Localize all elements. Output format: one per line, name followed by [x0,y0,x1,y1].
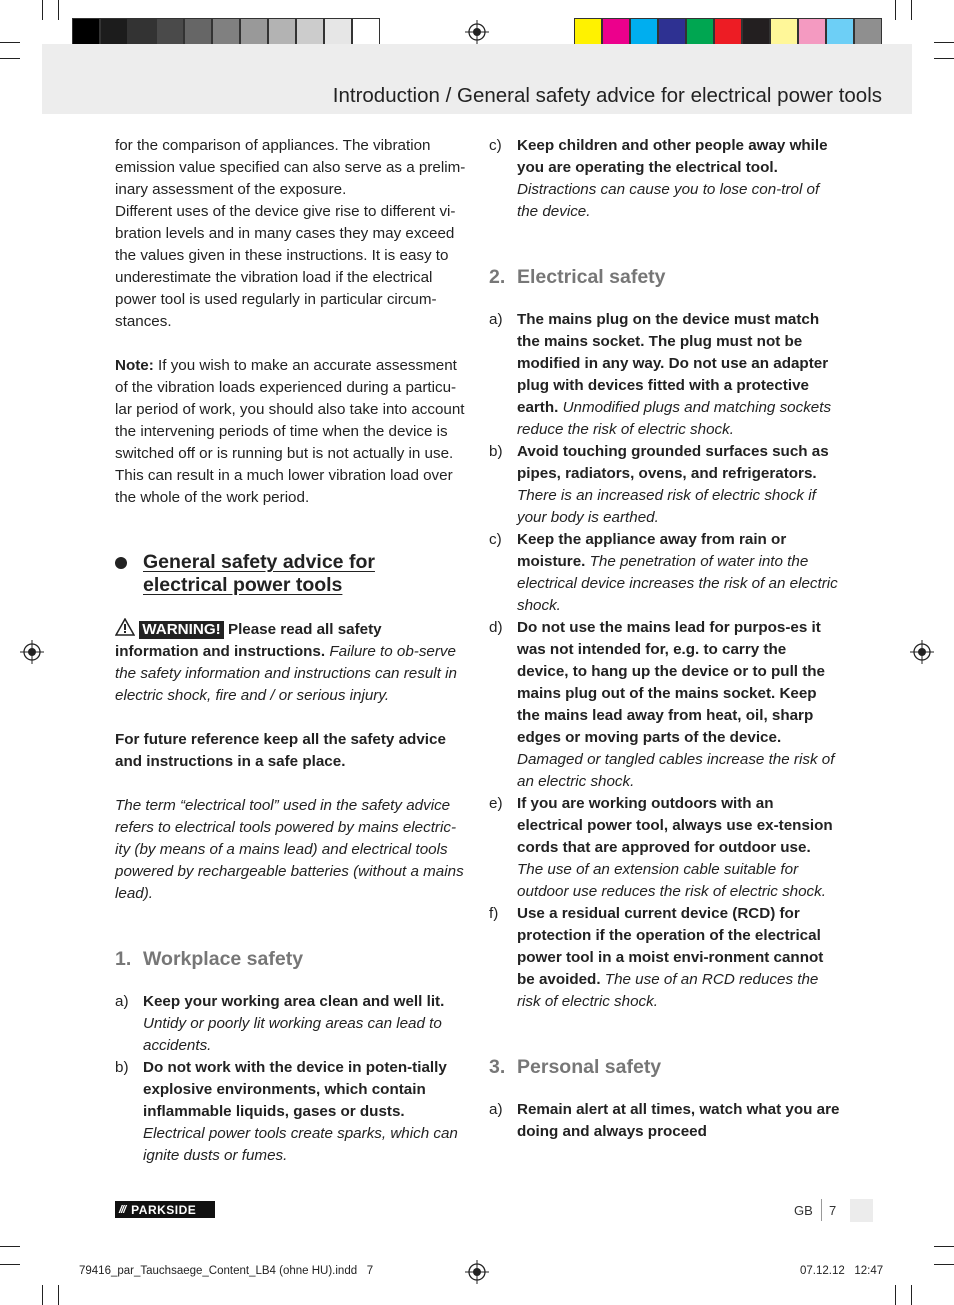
color-swatch [770,18,798,46]
crop-mark [0,1264,20,1265]
list-item: c) Keep the appliance away from rain or moisture. The penetration of water into the electrical device increases the risk of an electric shock. [489,531,838,614]
right-column [489,135,841,1143]
electrical-items [489,309,841,1013]
footer-divider [821,1199,822,1221]
crop-mark [895,1285,896,1305]
term-paragraph: The term “electrical tool” used in the safety advice refers to electrical tools powered by mains electric-ity (by means of a mains lead) and electrical tools powered by rechargeable batteries (without a mains lead). [115,797,464,902]
crop-mark [934,42,954,43]
crop-mark [0,58,20,59]
crop-mark [934,1246,954,1247]
crop-mark [58,0,59,20]
warning-triangle-icon [115,618,135,636]
note-label: Note: [115,357,154,374]
color-swatch [156,18,184,46]
list-item: d) Do not use the mains lead for purpos-es it was not intended for, e.g. to carry the device, to hang up the device or to pull the mains plug out of the mains socket. Keep the mains lead away from heat, oil, sharp edges or moving parts of the device. Damaged or tangled cables increase the risk of an electric shock. [489,619,835,790]
color-swatch [212,18,240,46]
future-reference: For future reference keep all the safety advice and instructions in a safe place. [115,731,446,770]
language-code: GB [794,1203,813,1218]
heading-line: General safety advice for [143,551,375,573]
bullet-icon [115,557,127,569]
list-item: b) Do not work with the device in poten-tially explosive environments, which contain inflammable liquids, gases or dusts. Electrical power tools create sparks, which can ignite dusts or fumes. [115,1059,458,1164]
list-item: a) The mains plug on the device must match the mains socket. The plug must not be modified in any way. Do not use an adapter plug with devices fitted with a protective earth. Unmodified plugs and matching sockets reduce the risk of electric shock. [489,311,832,438]
color-swatch [352,18,380,46]
section-title-electrical: 2. Electrical safety [489,266,666,288]
section-heading [115,551,467,597]
color-scale-bar [574,18,882,46]
color-swatch [854,18,882,46]
color-swatch [268,18,296,46]
crop-mark [895,0,896,20]
color-swatch [72,18,100,46]
registration-mark-icon [465,1260,489,1284]
color-swatch [714,18,742,46]
color-swatch [798,18,826,46]
crop-mark [911,0,912,20]
page-tab [850,1199,873,1222]
grey-scale-bar [72,18,380,46]
print-date: 07.12.12 12:47 [800,1265,884,1277]
warning-paragraph [115,618,467,707]
list-item: e) If you are working outdoors with an electrical power tool, always use ex-tension cords that are approved for outdoor use. The use of an extension cable suitable for outdoor use reduces the risk of electric shock. [489,795,833,900]
crop-mark [42,1285,43,1305]
registration-mark-icon [20,640,44,664]
crop-mark [58,1285,59,1305]
color-swatch [296,18,324,46]
crop-mark [934,58,954,59]
crop-mark [911,1285,912,1305]
crop-mark [934,1264,954,1265]
registration-mark-icon [465,20,489,44]
color-swatch [658,18,686,46]
file-slug: 79416_par_Tauchsaege_Content_LB4 (ohne HU).indd 7 [79,1265,374,1277]
color-swatch [742,18,770,46]
color-swatch [240,18,268,46]
list-item: a) Keep your working area clean and well lit. Untidy or poorly lit working areas can lead to accidents. [115,993,445,1054]
color-swatch [324,18,352,46]
color-swatch [184,18,212,46]
heading-line: electrical power tools [143,574,343,596]
warning-bold: Please read all safety information and instructions. [115,621,382,660]
color-swatch [686,18,714,46]
color-swatch [574,18,602,46]
paragraph: for the comparison of appliances. The vibration emission value specified can also serve as a prelim-inary assessment of the exposure. [115,137,466,198]
paragraph: Different uses of the device give rise to different vi-bration levels and in many cases they may exceed the values given in these instructions. It is easy to underestimate the vibration load if the electrical power tool is used regularly in particular circum-stances. [115,203,456,330]
section-title-personal: 3. Personal safety [489,1056,662,1078]
logo-stripes-icon: /// [119,1203,126,1216]
color-swatch [602,18,630,46]
list-item: b) Avoid touching grounded surfaces such as pipes, radiators, ovens, and refrigerators. There is an increased risk of electric shock if your body is earthed. [489,443,829,526]
list-item: a) Remain alert at all times, watch what you are doing and always proceed [489,1101,840,1140]
color-swatch [826,18,854,46]
registration-mark-icon [910,640,934,664]
list-item: c) Keep children and other people away while you are operating the electrical tool. Distractions can cause you to lose con-trol of the device. [489,137,828,220]
warning-text: Failure to ob-serve the safety information and instructions can result in electric shock, fire and / or serious injury. [115,643,457,704]
color-swatch [630,18,658,46]
color-swatch [128,18,156,46]
warning-badge: WARNING! [139,621,223,639]
brand-logo [115,1201,215,1218]
page-number: 7 [829,1203,837,1218]
workplace-items [115,991,467,1167]
crop-mark [0,42,20,43]
crop-mark [42,0,43,20]
page-title: Introduction / General safety advice for electrical power tools [332,84,882,107]
section-title-workplace: 1. Workplace safety [115,948,304,970]
brand-name: PARKSIDE [131,1202,197,1217]
note-paragraph [115,355,467,509]
list-item: f) Use a residual current device (RCD) for protection if the operation of the electrical power tool in a moist envi-ronment cannot be avoided. The use of an RCD reduces the risk of electric shock. [489,905,824,1010]
note-text: If you wish to make an accurate assessment of the vibration loads experienced during a particu-lar period of work, you should also take into account the intervening periods of time when the device is switched off or is running but is not actually in use. This can result in a much lower vibration load over the whole of the work period. [115,357,465,506]
crop-mark [0,1246,20,1247]
color-swatch [100,18,128,46]
left-column [115,135,467,1167]
